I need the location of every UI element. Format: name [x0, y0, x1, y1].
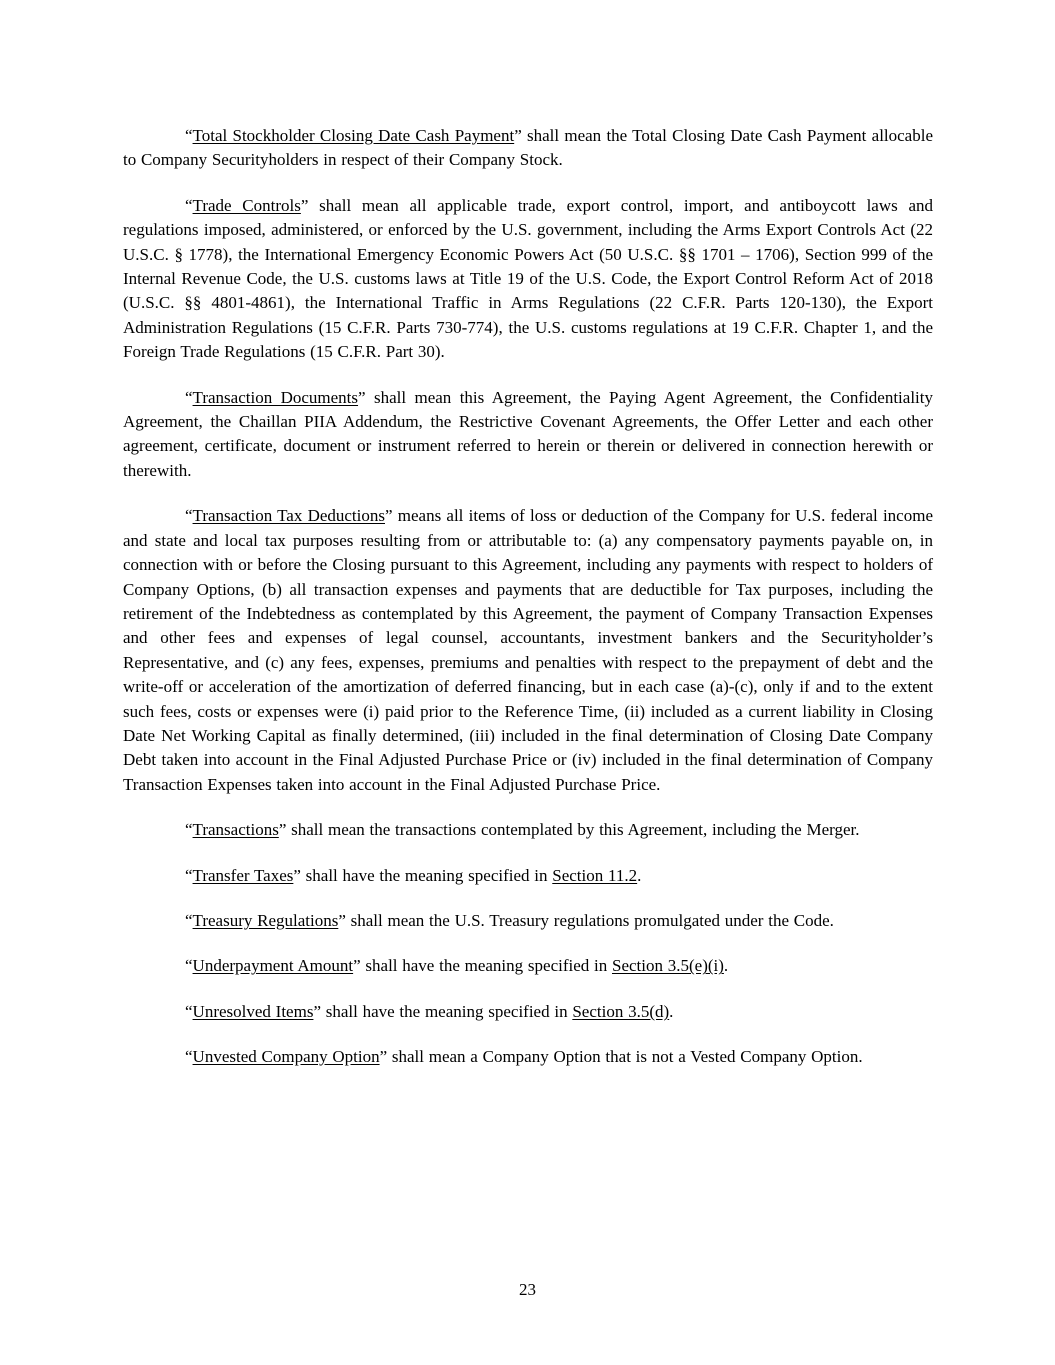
paragraph-text: ” shall mean a Company Option that is not a Vested Company Option. — [379, 1047, 863, 1067]
paragraph — [123, 818, 933, 842]
paragraph-text: “ — [185, 865, 193, 885]
paragraph — [123, 504, 933, 797]
paragraph-text: “ — [185, 126, 193, 145]
paragraph-text: “ — [185, 387, 193, 407]
term-transaction-tax-deductions: Transaction Tax Deductions — [192, 506, 385, 526]
paragraph-text: “ — [185, 1047, 193, 1067]
paragraph-text: “ — [185, 820, 193, 840]
paragraph-text: “ — [185, 910, 193, 930]
document-body — [123, 124, 933, 1091]
paragraph-text: ” shall mean the U.S. Treasury regulations promulgated under the Code. — [338, 910, 834, 930]
paragraph — [123, 1045, 933, 1069]
term-trade-controls: Trade Controls — [192, 195, 301, 215]
paragraph — [123, 909, 933, 933]
xref-section-3-5-d: Section 3.5(d) — [572, 1001, 670, 1021]
paragraph — [123, 864, 933, 888]
paragraph-text: . — [637, 865, 642, 885]
paragraph-text: ” shall mean the transactions contemplated by this Agreement, including the Merger. — [278, 820, 860, 840]
term-transactions: Transactions — [192, 820, 279, 840]
term-unresolved-items: Unresolved Items — [192, 1001, 314, 1021]
term-unvested-company-option: Unvested Company Option — [192, 1047, 380, 1067]
paragraph — [123, 1000, 933, 1024]
term-underpayment-amount: Underpayment Amount — [192, 956, 354, 976]
xref-section-3-5-e-i: Section 3.5(e)(i) — [612, 956, 724, 976]
paragraph-text: ” shall mean all applicable trade, export control, import, and antiboycott laws and regulations imposed, administered, or enforced by the U.S. government, including the Arms Export Controls Act (22 U.S.C. § 1778), the International Emergency Economic Powers Act (50 U.S.C. §§ 1701 – 1706), Section 999 of the Internal Revenue Code, the U.S. customs laws at Title 19 of the U.S. Code, the Export Control Reform Act of 2018 (U.S.C. §§ 4801-4861), the International Traffic in Arms Regulations (22 C.F.R. Parts 120-130), the Export Administration Regulations (15 C.F.R. Parts 730-774), the U.S. customs regulations at 19 C.F.R. Chapter 1, and the Foreign Trade Regulations (15 C.F.R. Part 30). — [123, 195, 933, 362]
term-total-stockholder-closing-date-cash-payment: Total Stockholder Closing Date Cash Payment — [192, 126, 515, 145]
paragraph-text: ” shall have the meaning specified in — [293, 865, 553, 885]
paragraph-text: “ — [185, 195, 193, 215]
paragraph-text: ” means all items of loss or deduction of the Company for U.S. federal income and state and local tax purposes resulting from or attributable to: (a) any compensatory payments payable on, in connection with or before the Closing pursuant to this Agreement, including any payments with respect to holders of Company Options, (b) all transaction expenses and payments that are deductible for Tax purposes, including the retirement of the Indebtedness as contemplated by this Agreement, the payment of Company Transaction Expenses and other fees and expenses of legal counsel, accountants, investment bankers and the Securityholder’s Representative, and (c) any fees, expenses, premiums and penalties with respect to the prepayment of debt and the write-off or acceleration of the amortization of deferred financing, but in each case (a)-(c), only if and to the extent such fees, costs or expenses were (i) paid prior to the Reference Time, (ii) included as a current liability in Closing Date Net Working Capital as finally determined, (iii) included in the final determination of Closing Date Company Debt taken into account in the Final Adjusted Purchase Price or (iv) included in the final determination of Company Transaction Expenses taken into account in the Final Adjusted Purchase Price. — [123, 506, 933, 794]
paragraph-text: ” shall mean the Total Closing Date Cash Payment allocable to Company Securityholders in respect of their Company Stock. — [123, 126, 933, 170]
page-number: 23 — [519, 1280, 536, 1299]
paragraph-text: ” shall mean this Agreement, the Paying Agent Agreement, the Confidentiality Agreement, the Chaillan PIIA Addendum, the Restrictive Covenant Agreements, the Offer Letter and each other agreement, certificate, document or instrument referred to herein or therein or delivered in connection herewith or therewith. — [123, 387, 933, 480]
paragraph — [123, 954, 933, 978]
xref-section-11-2: Section 11.2 — [552, 865, 638, 885]
paragraph — [123, 124, 933, 173]
paragraph-text: “ — [185, 956, 193, 976]
paragraph-text: “ — [185, 1001, 193, 1021]
term-transfer-taxes: Transfer Taxes — [192, 865, 294, 885]
paragraph — [123, 386, 933, 484]
term-transaction-documents: Transaction Documents — [192, 387, 359, 407]
paragraph-text: . — [723, 956, 729, 976]
paragraph-text: “ — [185, 506, 193, 526]
paragraph — [123, 194, 933, 365]
paragraph-text: ” shall have the meaning specified in — [313, 1001, 573, 1021]
paragraph-text: ” shall have the meaning specified in — [353, 956, 612, 976]
term-treasury-regulations: Treasury Regulations — [192, 910, 339, 930]
paragraph-text: . — [669, 1001, 674, 1021]
